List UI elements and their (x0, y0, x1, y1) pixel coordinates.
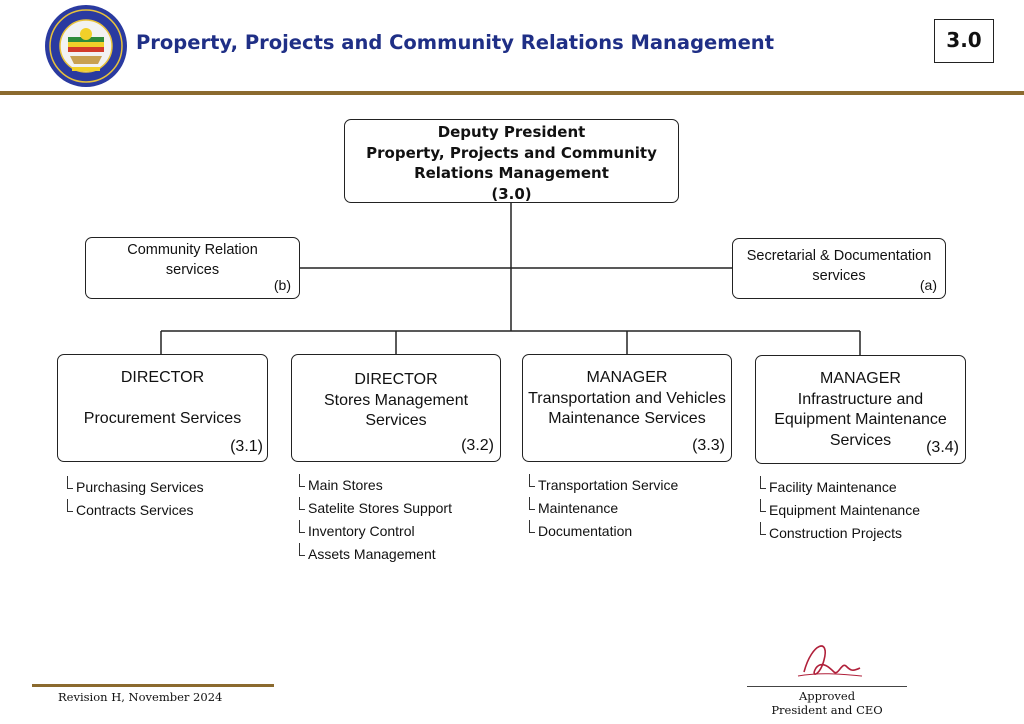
tree-branch-icon (760, 522, 767, 535)
department-role: MANAGER (586, 369, 668, 386)
department-name: Infrastructure and (797, 390, 924, 408)
subunit-item: Inventory Control (298, 520, 452, 543)
approver-title: President and CEO (771, 703, 883, 717)
subunit-item: Contracts Services (66, 499, 204, 522)
subunits-3-2 (298, 474, 452, 566)
department-name: Transportation and Vehicles (528, 389, 726, 407)
tree-branch-icon (529, 474, 536, 487)
department-name: Services (365, 412, 427, 429)
department-role: MANAGER (820, 370, 901, 387)
department-role: DIRECTOR (354, 371, 438, 388)
department-role: DIRECTOR (120, 369, 205, 386)
page-title: Property, Projects and Community Relations Management (136, 31, 775, 54)
footer-divider (32, 684, 274, 687)
side-unit-label: services (165, 262, 220, 278)
deputy-president-box[interactable] (344, 119, 679, 203)
side-unit-code: (a) (919, 277, 937, 293)
revision-label: Revision H, November 2024 (58, 690, 223, 704)
signature-line (747, 686, 907, 687)
tree-branch-icon (299, 520, 306, 533)
department-spacer (58, 389, 267, 410)
side-unit-code: (b) (273, 277, 291, 293)
secretarial-documentation-box[interactable] (732, 238, 946, 299)
community-relation-box[interactable] (85, 237, 300, 299)
root-title-line: Deputy President (437, 123, 586, 141)
department-box-3-4[interactable] (755, 355, 966, 464)
root-code: (3.0) (491, 184, 532, 203)
subunit-item: Assets Management (298, 543, 452, 566)
department-name: Services (829, 431, 892, 449)
subunit-item: Facility Maintenance (759, 476, 920, 499)
tree-branch-icon (299, 543, 306, 556)
approval-block (747, 689, 907, 717)
department-code: (3.4) (926, 438, 959, 456)
subunit-item: Equipment Maintenance (759, 499, 920, 522)
signature-mark-icon (790, 632, 866, 688)
subunit-item: Transportation Service (528, 474, 678, 497)
subunit-item: Satelite Stores Support (298, 497, 452, 520)
department-box-3-1[interactable] (57, 354, 268, 462)
subunit-item: Documentation (528, 520, 678, 543)
department-name: Procurement Services (83, 410, 242, 427)
department-name: Equipment Maintenance (774, 411, 947, 428)
subunit-item: Purchasing Services (66, 476, 204, 499)
department-name: Maintenance Services (548, 410, 706, 427)
tree-branch-icon (67, 499, 74, 512)
tree-branch-icon (760, 476, 767, 489)
root-title-line: Relations Management (414, 164, 609, 182)
department-box-3-2[interactable] (291, 354, 501, 462)
tree-branch-icon (67, 476, 74, 489)
subunit-item: Construction Projects (759, 522, 920, 545)
subunits-3-1 (66, 476, 204, 522)
side-unit-label: Community Relation (127, 242, 258, 258)
side-unit-label: services (812, 268, 866, 284)
tree-branch-icon (299, 497, 306, 510)
tree-branch-icon (529, 520, 536, 533)
tree-branch-icon (529, 497, 536, 510)
department-name: Stores Management (323, 391, 469, 409)
department-code: (3.1) (230, 437, 263, 455)
subunits-3-4 (759, 476, 920, 545)
side-unit-label: Secretarial & Documentation (746, 248, 932, 264)
department-code: (3.2) (461, 436, 494, 454)
subunit-item: Maintenance (528, 497, 678, 520)
tree-branch-icon (760, 499, 767, 512)
tree-branch-icon (299, 474, 306, 487)
subunits-3-3 (528, 474, 678, 543)
department-box-3-3[interactable] (522, 354, 732, 462)
approval-status: Approved (798, 689, 856, 703)
root-title-line: Property, Projects and Community (366, 143, 657, 162)
subunit-item: Main Stores (298, 474, 452, 497)
department-code: (3.3) (692, 436, 725, 454)
document-number-badge: 3.0 (934, 19, 994, 63)
